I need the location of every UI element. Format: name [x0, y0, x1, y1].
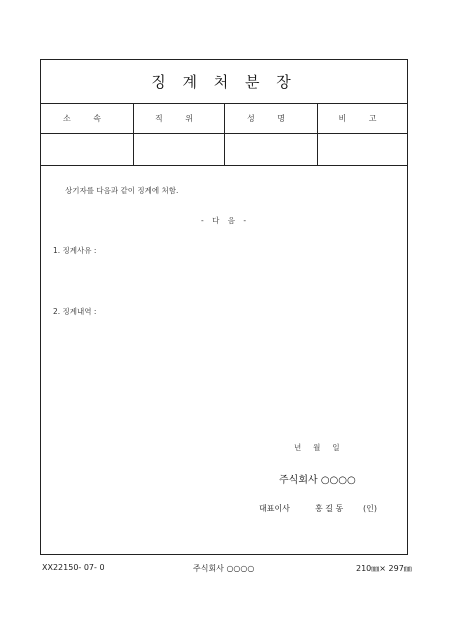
footer-size: 210㎜× 297㎜: [356, 564, 412, 573]
ceo-label: 대표이사: [259, 504, 290, 513]
header-remarks: 비 고: [338, 113, 387, 123]
company-line: 주식회사 ○○○○: [279, 475, 356, 486]
section-details: 2. 징계내역 :: [53, 307, 97, 316]
date-line: 년 월 일: [294, 443, 340, 452]
cell-name[interactable]: [225, 134, 318, 165]
document-frame: [40, 59, 408, 555]
header-position: 직 위: [134, 103, 225, 133]
divider-text: - 다 음 -: [201, 216, 250, 225]
cell-affiliation[interactable]: [41, 134, 134, 165]
header-affiliation: 소 속: [41, 103, 134, 133]
ceo-name: 홍 길 동: [315, 504, 344, 513]
footer-code: XX22150- 07- 0: [42, 563, 105, 572]
footer-company: 주식회사 ○○○○: [193, 564, 255, 573]
header-name: 성 명: [225, 103, 318, 133]
document-title: 징 계 처 분 장: [41, 60, 407, 104]
table-header-row: [41, 103, 407, 134]
section-reason: 1. 징계사유 :: [53, 246, 97, 255]
cell-position[interactable]: [134, 134, 225, 165]
table-input-row: [41, 134, 407, 166]
info-table: [41, 103, 407, 166]
intro-text: 상기자를 다음과 같이 징계에 처함.: [65, 186, 179, 195]
cell-remarks[interactable]: [318, 134, 407, 165]
seal-mark: (인): [363, 504, 377, 513]
